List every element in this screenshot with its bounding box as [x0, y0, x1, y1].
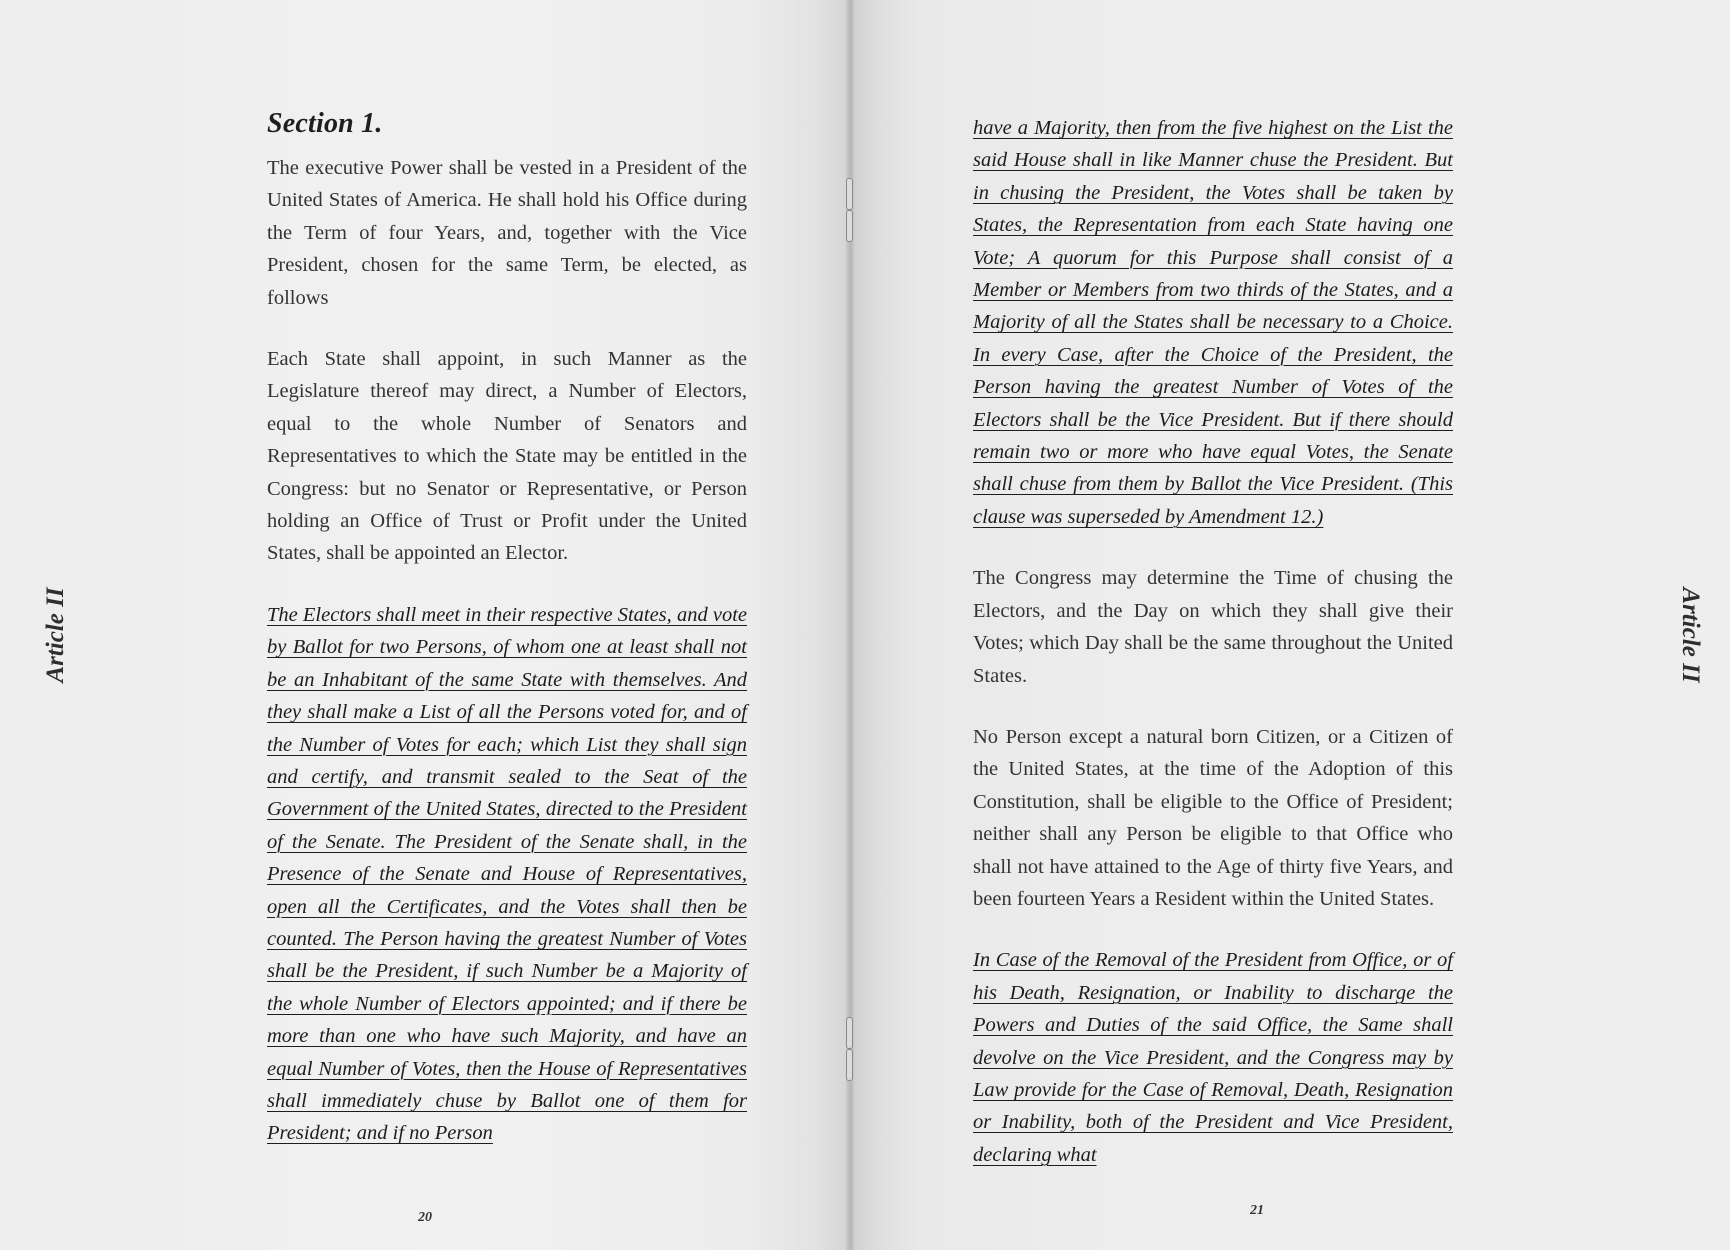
right-text-column	[973, 108, 1453, 1200]
paragraph-electors-appointment: Each State shall appoint, in such Manner as the Legislature thereof may direct, a Number of Electors, equal to the whole Number of Senators and Representatives to which the State may be entitled in the Congress: but no Senator or Representative, or Person holding an Office of Trust or Profit under the United States, shall be appointed an Elector.	[267, 348, 747, 565]
staple-bottom-upper	[846, 1017, 853, 1049]
paragraph-superseded-electors-meet: The Electors shall meet in their respective States, and vote by Ballot for two Persons, of whom one at least shall not be an Inhabitant of the same State with themselves. And they shall make a List of all the Persons voted for, and of the Number of Votes for each; which List they shall sign and certify, and transmit sealed to the Seat of the Government of the United States, directed to the President of the Senate. The President of the Senate shall, in the Presence of the Senate and House of Representatives, open all the Certificates, and the Votes shall then be counted. The Person having the greatest Number of Votes shall be the President, if such Number be a Majority of the whole Number of Electors appointed; and if there be more than one who have such Majority, and have an equal Number of Votes, then the House of Representatives shall immediately chuse by Ballot one of them for President; and if no Person	[267, 603, 747, 1145]
section-title: Section 1.	[267, 108, 383, 139]
paragraph-superseded-continuation: have a Majority, then from the five highest on the List the said House shall in like Manner chuse the President. But in chusing the President, the Votes shall be taken by States, the Representation from each State having one Vote; A quorum for this Purpose shall consist of a Member or Members from two thirds of the States, and a Majority of all the States shall be necessary to a Choice. In every Case, after the Choice of the President, the Person having the greatest Number of Votes of the Electors shall be the Vice President. But if there should remain two or more who have equal Votes, the Senate shall chuse from them by Ballot the Vice President. (This clause was superseded by Amendment 12.)	[973, 117, 1453, 528]
left-page	[0, 0, 850, 1250]
paragraph-executive-power: The executive Power shall be vested in a President of the United States of America. He shall hold his Office during the Term of four Years, and, together with the Vice President, chosen for the same Term, be elected, as follows	[267, 157, 747, 309]
right-page	[850, 0, 1730, 1250]
page-number-right: 21	[1250, 1203, 1264, 1218]
staple-bottom-lower	[846, 1049, 853, 1081]
staple-top-lower	[846, 210, 853, 242]
staple-top-upper	[846, 178, 853, 210]
paragraph-superseded-removal: In Case of the Removal of the President from Office, or of his Death, Resignation, or Inability to discharge the Powers and Duties of the said Office, the Same shall devolve on the Vice President, and the Congress may by Law provide for the Case of Removal, Death, Resignation or Inability, both of the President and Vice President, declaring what	[973, 949, 1453, 1166]
paragraph-natural-born-citizen: No Person except a natural born Citizen, or a Citizen of the United States, at the time of the Adoption of this Constitution, shall be eligible to the Office of President; neither shall any Person be eligible to that Office who shall not have attained to the Age of thirty five Years, and been fourteen Years a Resident within the United States.	[973, 725, 1453, 910]
left-text-column	[267, 108, 747, 1179]
page-number-left: 20	[418, 1210, 432, 1225]
paragraph-congress-time: The Congress may determine the Time of chusing the Electors, and the Day on which they shall give their Votes; which Day shall be the same throughout the United States.	[973, 567, 1453, 687]
left-side-label: Article II	[42, 587, 69, 683]
right-side-label: Article II	[1677, 587, 1704, 683]
